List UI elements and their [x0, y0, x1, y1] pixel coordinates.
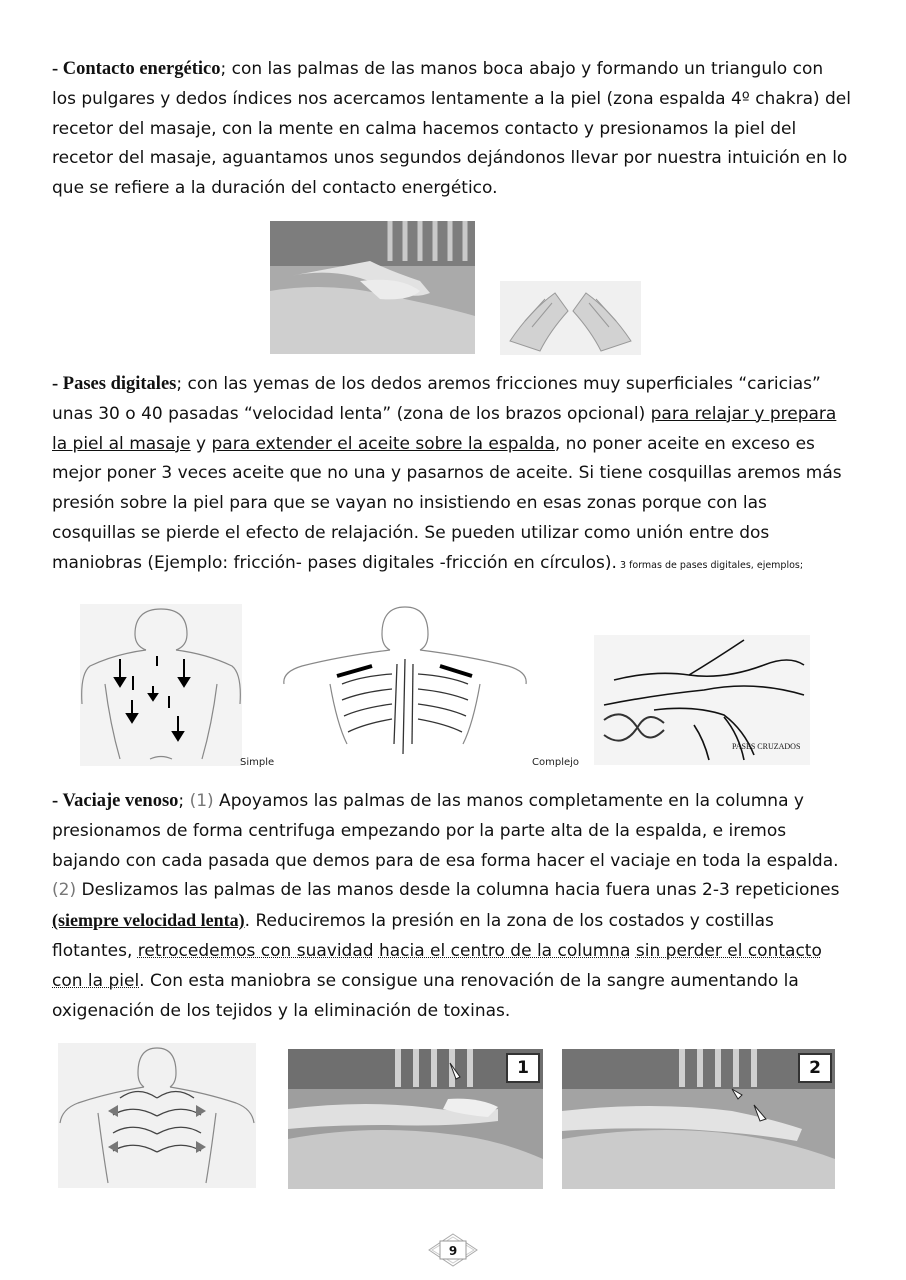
underlined-relajar: para relajar y prepara la piel al masaje	[52, 403, 837, 454]
underlined-extender-aceite: para extender el aceite sobre la espalda	[211, 433, 555, 454]
page-number: 9	[448, 1244, 458, 1258]
text-vaciaje-3: . Reduciremos la presión en la zona de los costados y costillas flotantes,	[52, 911, 774, 961]
diagram-venous-drainage	[58, 1043, 256, 1188]
photo-hands-on-back	[270, 221, 475, 354]
dotted-retrocedemos: retrocedemos con suavidad	[137, 940, 374, 961]
step-badge-2: 2	[798, 1053, 832, 1083]
paragraph-pases-digitales	[52, 370, 852, 581]
diagram-back-complex-strokes	[282, 604, 528, 760]
page-number-ornament	[428, 1233, 478, 1267]
text-vaciaje-1: Apoyamos las palmas de las manos completamente en la columna y presionamos de forma centrifuga empezando por la parte alta de la espalda, e iremos bajando con cada pasada que demos para de esa forma hacer el vaciaje en toda la espalda.	[52, 791, 839, 871]
text-pases-digitales-3: , no poner aceite en exceso es mejor poner 3 veces aceite que no una y pasarnos de aceite. Si tiene cosquillas aremos más presión sobre la piel para que se vayan no insistiendo en esas zonas porque con las cosquillas se pierde el efecto de relajación. Se pueden utilizar como unión entre dos maniobras (Ejemplo: fricción- pases digitales -fricción en círculos).	[52, 433, 842, 573]
step-number-2: (2)	[52, 880, 77, 901]
step-number-1: (1)	[189, 791, 214, 811]
photo-venous-step-2	[562, 1049, 835, 1189]
note-formas-pases: 3 formas de pases digitales, ejemplos;	[616, 559, 804, 571]
heading-pases-digitales: - Pases digitales	[52, 374, 177, 394]
heading-vaciaje-venoso: - Vaciaje venoso	[52, 791, 179, 811]
text-vaciaje-4: . Con esta maniobra se consigue una renovación de la sangre aumentando la oxigenación de los tejidos y la eliminación de toxinas.	[52, 970, 799, 1021]
photo-venous-step-1	[288, 1049, 543, 1189]
illustration-hands-triangle	[500, 281, 641, 355]
paragraph-vaciaje-venoso: - Vaciaje venoso; (1) Apoyamos las palmas de las manos completamente en la columna y presionamos de forma centrifuga empezando por la parte alta de la espalda, e iremos bajando con cada pasada que demos para de esa forma hacer el vaciaje en toda la espalda. (2) Deslizamos las palmas de las manos desde la columna hacia fuera unas 2-3 repeticiones (siempre velocidad lenta). Reduciremos la presión en la zona de los costados y costillas flotantes, retrocedemos con suavidad hacia el centro de la columna sin perder el contacto con la piel. Con esta maniobra se consigue una renovación de la sangre aumentando la oxigenación de los tejidos y la eliminación de toxinas.	[52, 791, 840, 1021]
dotted-centro-columna: hacia el centro de la columna	[378, 940, 631, 961]
text-pases-digitales-2: y	[190, 433, 212, 454]
caption-complejo: Complejo	[532, 757, 580, 768]
illustration-crossed-passes	[594, 635, 810, 765]
diagram-back-simple-strokes	[80, 604, 242, 766]
caption-simple: Simple	[240, 757, 275, 768]
dotted-sin-perder-contacto: sin perder el contacto con la piel	[52, 940, 822, 991]
label-pases-cruzados: PASES CRUZADOS	[732, 742, 801, 751]
text-contacto-energetico: ; con las palmas de las manos boca abajo y formando un triangulo con los pulgares y dedos índices nos acercamos lentamente a la piel (zona espalda 4º chakra) del recetor del masaje, con la mente en calma hacemos contacto y presionamos la piel del recetor del masaje, aguantamos unos segundos dejándonos llevar por nuestra intuición en lo que se refiere a la duración del contacto energético.	[52, 59, 851, 199]
emphasis-velocidad-lenta: (siempre velocidad lenta)	[52, 910, 245, 931]
heading-contacto-energetico: - Contacto energético	[52, 59, 221, 79]
text-vaciaje-2: Deslizamos las palmas de las manos desde la columna hacia fuera unas 2-3 repeticiones	[76, 880, 840, 901]
step-badge-1: 1	[506, 1053, 540, 1083]
text-pases-digitales-1: ; con las yemas de los dedos aremos fricciones muy superficiales “caricias” unas 30 o 40 pasadas “velocidad lenta” (zona de los brazos opcional)	[52, 374, 821, 424]
paragraph-contacto-energetico	[52, 55, 852, 204]
